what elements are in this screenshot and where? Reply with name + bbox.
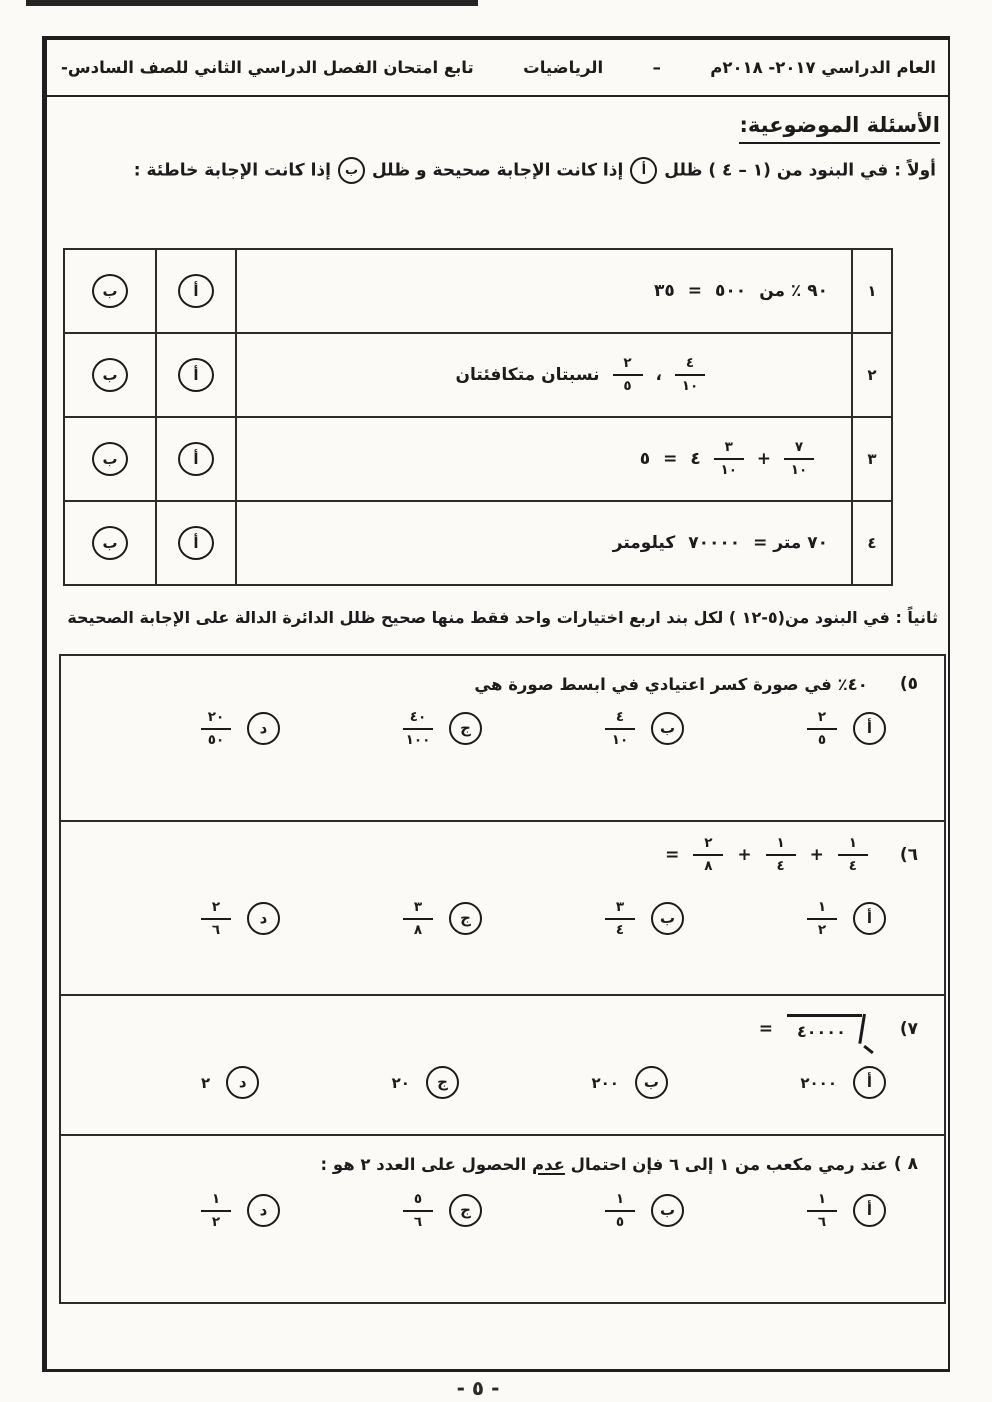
fraction-denominator: ٨: [704, 857, 713, 874]
fraction-denominator: ١٠: [681, 378, 699, 394]
question-8-options: [201, 1192, 886, 1230]
question-5: [61, 656, 944, 822]
fraction: [784, 440, 814, 478]
option-b-bubble: [651, 1194, 684, 1227]
part2-instruction: ثانياً : في البنود من(٥-١٢ ) لكل بند اربع اختيارات واحد فقط منها صحيح ظلل الدائرة الدالة على الإجابة الصحيحة: [67, 608, 938, 627]
answer-bubble-b: [92, 526, 128, 560]
fraction-numerator: ٤: [675, 356, 705, 376]
option-c: [403, 900, 482, 938]
equals-sign: =: [665, 844, 680, 865]
fraction-denominator: ١٠٠: [405, 731, 431, 748]
question-text: [321, 1155, 888, 1174]
fraction-denominator: ٦: [817, 1213, 827, 1230]
fraction: [714, 440, 744, 478]
fraction-denominator: ٦: [413, 1213, 423, 1230]
option-b: [591, 1066, 667, 1099]
row-number: ٣: [852, 417, 892, 501]
row-number: ٢: [852, 333, 892, 417]
option-b-bubble: [651, 712, 684, 745]
table-row-2: [64, 333, 892, 417]
plus-sign: +: [737, 844, 752, 865]
fraction-denominator: ٥: [623, 378, 632, 394]
fraction-numerator: ٤٠: [403, 710, 433, 730]
statement-unit: كيلومتر: [612, 533, 676, 553]
mcq-box: [59, 654, 946, 1304]
table-row-3: [64, 417, 892, 501]
question-equation: [665, 836, 868, 874]
statement-text: ٧٠ متر =: [753, 533, 828, 553]
underlined-word: عدم: [532, 1154, 565, 1174]
answer-bubble-b: [92, 358, 128, 392]
fraction-denominator: ٤: [615, 921, 625, 938]
option-value: ٢٠٠: [591, 1073, 619, 1092]
fraction: [693, 836, 723, 874]
fraction-numerator: ٢٠: [201, 710, 231, 730]
statement-2: [238, 356, 850, 394]
section-title: [47, 113, 940, 144]
option-a-bubble: [853, 712, 886, 745]
fraction: [613, 356, 643, 394]
question-8: [61, 1136, 944, 1304]
option-d-bubble: [247, 712, 280, 745]
option-label: ج: [460, 1201, 471, 1220]
option-a-bubble: [853, 902, 886, 935]
option-d: [201, 1192, 280, 1230]
option-label: أ: [866, 1201, 873, 1220]
bubble-a-letter: أ: [193, 281, 199, 300]
option-c-bubble: [449, 712, 482, 745]
statement-number: ٧٠٠٠٠: [688, 533, 741, 553]
bubble-b-letter: ب: [102, 533, 118, 552]
statement-text: ٩٠ ٪ من: [759, 281, 828, 301]
fraction-denominator: ٥٠: [207, 731, 225, 748]
fraction-denominator: ٥: [615, 1213, 625, 1230]
fraction-numerator: ٢: [201, 900, 231, 920]
option-label: أ: [866, 909, 873, 928]
fraction-denominator: ١٠: [720, 462, 737, 478]
option-label: أ: [866, 719, 873, 738]
fraction-denominator: ٤: [776, 857, 785, 874]
fraction-numerator: ٣: [403, 900, 433, 920]
statement-4: [238, 533, 850, 553]
equals-sign: =: [758, 1019, 773, 1039]
statement-result: ٥: [639, 449, 651, 469]
option-a: [800, 1066, 886, 1099]
fraction-numerator: ٧: [784, 440, 814, 460]
question-6-options: [201, 900, 886, 938]
question-7: [61, 996, 944, 1136]
option-fraction: [201, 1192, 231, 1230]
option-fraction: [605, 710, 635, 748]
option-a: [807, 900, 886, 938]
question-number: ٧): [899, 1019, 918, 1039]
option-label: د: [259, 909, 268, 928]
fraction-numerator: ١: [838, 836, 868, 856]
option-b-bubble: [651, 902, 684, 935]
option-fraction: [605, 900, 635, 938]
statement-text: نسبتان متكافئتان: [455, 365, 600, 385]
option-label: ج: [460, 909, 471, 928]
option-label: ب: [643, 1073, 659, 1091]
option-d: [201, 710, 280, 748]
comma: ،: [655, 365, 662, 385]
option-a-bubble: [853, 1194, 886, 1227]
fraction-numerator: ١: [807, 1192, 837, 1212]
question-text-before: عند رمي مكعب من ١ إلى ٦ فإن احتمال: [570, 1154, 888, 1174]
option-fraction: [807, 900, 837, 938]
table-row-4: [64, 501, 892, 585]
fraction-numerator: ٢: [693, 836, 723, 856]
option-d-bubble: [247, 902, 280, 935]
option-fraction: [807, 1192, 837, 1230]
subject-name: الرياضيات: [523, 58, 604, 77]
fraction-denominator: ٥: [817, 731, 827, 748]
option-fraction: [403, 1192, 433, 1230]
option-label: ب: [659, 909, 676, 928]
bubble-a-letter: أ: [193, 449, 199, 468]
part1-instruction: [47, 157, 936, 184]
answer-bubble-a: [178, 358, 214, 392]
choice-b-bubble-icon: [338, 157, 365, 184]
option-label: ب: [659, 719, 676, 738]
option-label: د: [259, 719, 268, 738]
equals-sign: =: [687, 281, 703, 301]
option-value: ٢٠٠٠: [800, 1073, 837, 1092]
header-dash: –: [652, 58, 661, 77]
statement-3: [238, 440, 850, 478]
row-number: ١: [852, 249, 892, 333]
bubble-b-letter: ب: [102, 365, 118, 384]
fraction-numerator: ١: [766, 836, 796, 856]
option-label: ج: [460, 719, 471, 738]
section-title-text: الأسئلة الموضوعية:: [739, 113, 940, 144]
bubble-a-letter: أ: [193, 533, 199, 552]
option-c-bubble: [426, 1066, 459, 1099]
option-b: [605, 1192, 684, 1230]
statement-number: ٥٠٠: [715, 281, 747, 301]
radicand: ٤٠٠٠٠: [797, 1022, 846, 1041]
choice-b-letter: ب: [344, 163, 359, 178]
question-7-line: [61, 996, 944, 1044]
option-fraction: [201, 900, 231, 938]
option-label: د: [238, 1073, 247, 1091]
option-c-bubble: [449, 902, 482, 935]
statement-1: [238, 281, 850, 301]
question-number: ٦): [899, 844, 918, 865]
question-7-options: [201, 1066, 886, 1099]
option-c: [403, 1192, 482, 1230]
fraction-denominator: ٦: [211, 921, 221, 938]
bubble-b-letter: ب: [102, 281, 118, 300]
fraction-denominator: ١٠: [790, 462, 808, 478]
plus-sign: +: [756, 449, 771, 469]
option-label: د: [259, 1201, 268, 1220]
question-8-line: [61, 1136, 944, 1174]
question-equation: [759, 1014, 868, 1044]
fraction-numerator: ٥: [403, 1192, 433, 1212]
fraction: [838, 836, 868, 874]
fraction: [766, 836, 796, 874]
choice-a-bubble-icon: [630, 157, 657, 184]
option-a-bubble: [853, 1066, 886, 1099]
fraction-numerator: ١: [605, 1192, 635, 1212]
page-number: - ٥ -: [456, 1376, 500, 1400]
fraction-denominator: ٤: [848, 857, 857, 874]
table-row-1: [64, 249, 892, 333]
question-6-line: [61, 822, 944, 874]
option-value: ٢: [201, 1073, 211, 1092]
academic-year: العام الدراسي ٢٠١٧- ٢٠١٨م: [710, 58, 936, 77]
statement-result: ٣٥: [654, 281, 675, 301]
fraction-numerator: ٢: [613, 356, 643, 376]
choice-a-letter: أ: [641, 163, 647, 178]
option-fraction: [605, 1192, 635, 1230]
fraction-denominator: ١٠: [611, 731, 629, 748]
bubble-b-letter: ب: [102, 449, 118, 468]
answer-bubble-b: [92, 442, 128, 476]
answer-bubble-a: [178, 526, 214, 560]
whole-number: ٤: [690, 449, 701, 469]
row-number: ٤: [852, 501, 892, 585]
scan-edge-artifact: [26, 0, 478, 6]
option-label: ب: [659, 1201, 676, 1220]
question-text-after: الحصول على العدد ٢ هو :: [320, 1154, 527, 1174]
option-fraction: [201, 710, 231, 748]
question-5-line: [61, 656, 944, 694]
option-d-bubble: [226, 1066, 259, 1099]
fraction-denominator: ٨: [413, 921, 423, 938]
question-text: ٤٠٪ في صورة كسر اعتيادي في ابسط صورة هي: [474, 674, 868, 694]
question-number: ٨ ): [893, 1154, 918, 1174]
option-fraction: [403, 710, 433, 748]
option-a: [807, 710, 886, 748]
exam-title: تابع امتحان الفصل الدراسي الثاني للصف السادس-: [61, 58, 474, 77]
option-label: أ: [866, 1073, 873, 1091]
fraction-numerator: ١: [807, 900, 837, 920]
answer-bubble-a: [178, 442, 214, 476]
option-d: [201, 1066, 259, 1099]
fraction-denominator: ٢: [817, 921, 827, 938]
option-c: [403, 710, 482, 748]
part1-instruction-suffix: إذا كانت الإجابة خاطئة :: [133, 160, 331, 181]
plus-sign: +: [809, 844, 824, 865]
bubble-a-letter: أ: [193, 365, 199, 384]
option-fraction: [807, 710, 837, 748]
true-false-table: [63, 248, 893, 586]
fraction-denominator: ٢: [211, 1213, 221, 1230]
fraction: [675, 356, 705, 394]
option-d-bubble: [247, 1194, 280, 1227]
answer-bubble-b: [92, 274, 128, 308]
part1-instruction-mid: إذا كانت الإجابة صحيحة و ظلل: [371, 160, 624, 181]
option-value: ٢٠: [391, 1073, 410, 1092]
fraction-numerator: ١: [201, 1192, 231, 1212]
option-d: [201, 900, 280, 938]
option-c-bubble: [449, 1194, 482, 1227]
question-5-options: [201, 710, 886, 748]
exam-header: [47, 40, 948, 97]
fraction-numerator: ٣: [714, 440, 744, 460]
answer-bubble-a: [178, 274, 214, 308]
square-root-sign: [787, 1014, 862, 1044]
question-number: ٥): [899, 674, 918, 694]
equals-sign: =: [663, 449, 678, 469]
option-b: [605, 900, 684, 938]
option-b-bubble: [635, 1066, 668, 1099]
option-b: [605, 710, 684, 748]
option-a: [807, 1192, 886, 1230]
fraction-numerator: ٤: [605, 710, 635, 730]
fraction-numerator: ٢: [807, 710, 837, 730]
page-frame: [42, 36, 950, 1372]
part1-instruction-prefix: أولاً : في البنود من (١ – ٤ ) ظلل: [664, 160, 936, 181]
option-label: ج: [437, 1073, 448, 1091]
question-6: [61, 822, 944, 996]
fraction-numerator: ٣: [605, 900, 635, 920]
option-fraction: [403, 900, 433, 938]
option-c: [392, 1066, 459, 1099]
